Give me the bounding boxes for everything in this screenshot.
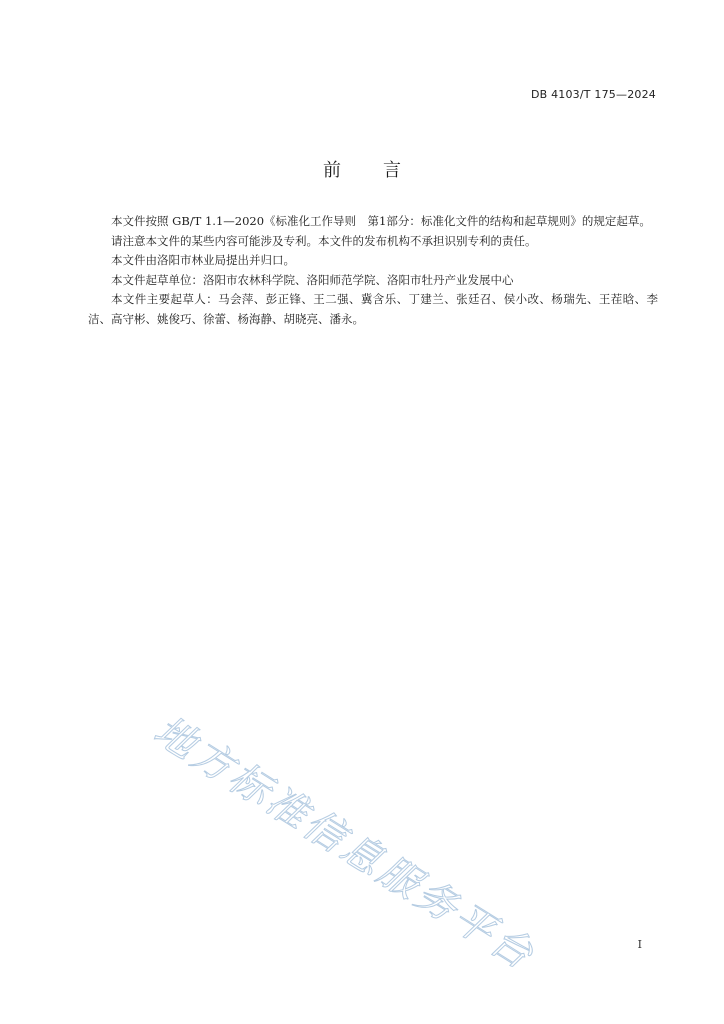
paragraph-proposer: 本文件由洛阳市林业局提出并归口。 <box>111 253 295 267</box>
page-number: I <box>637 938 642 951</box>
document-id: DB 4103/T 175—2024 <box>530 88 656 101</box>
watermark: 地方标准信息服务平台 <box>145 707 544 980</box>
foreword-body <box>88 212 658 329</box>
paragraph-drafting-units: 本文件起草单位：洛阳市农林科学院、洛阳师范学院、洛阳市牡丹产业发展中心 <box>111 272 514 287</box>
paragraph-drafters: 本文件主要起草人：马会萍、彭正锋、王二强、冀含乐、丁建兰、张廷召、侯小改、杨瑞先、王茬晗、李洁、高守彬、姚俊巧、徐蕾、杨海静、胡晓亮、潘永。 <box>88 292 658 326</box>
paragraph-drafting-rules: 本文件按照 GB/T 1.1—2020《标准化工作导则 第1部分：标准化文件的结构和起草规则》的规定起草。 <box>111 214 651 228</box>
page-title: 前言 <box>323 160 443 181</box>
paragraph-patent-notice: 请注意本文件的某些内容可能涉及专利。本文件的发布机构不承担识别专利的责任。 <box>111 233 537 248</box>
